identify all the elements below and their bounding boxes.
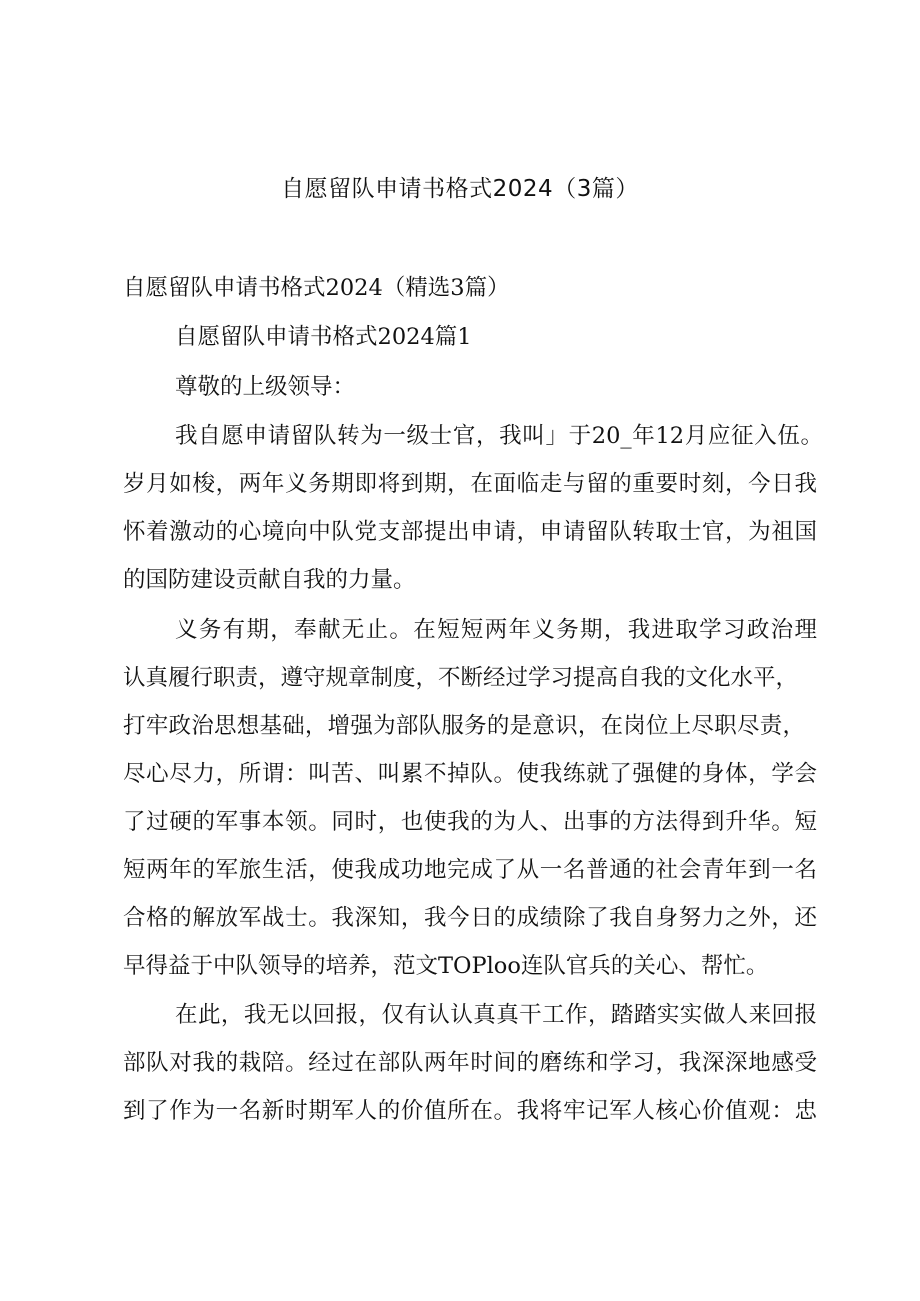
document-title: 自愿留队申请书格式2024（3篇）	[281, 176, 639, 202]
paragraph-line: 我自愿申请留队转为一级士官，我叫」于20_年12月应征入伍。	[175, 423, 823, 449]
paragraph-line: 的国防建设贡献自我的力量。	[123, 567, 416, 593]
paragraph-line: 短两年的军旅生活，使我成功地完成了从一名普通的社会青年到一名	[123, 857, 817, 883]
paragraph-line: 了过硬的军事本领。同时，也使我的为人、出事的方法得到升华。短	[123, 809, 817, 835]
subtitle-line: 自愿留队申请书格式2024（精选3篇）	[123, 275, 510, 301]
paragraph-line: 打牢政治思想基础，增强为部队服务的是意识，在岗位上尽职尽责，	[123, 713, 805, 739]
salutation: 尊敬的上级领导：	[175, 374, 356, 400]
paragraph-line: 合格的解放军战士。我深知，我今日的成绩除了我自身努力之外，还	[123, 905, 817, 931]
section-heading: 自愿留队申请书格式2024篇1	[175, 324, 472, 350]
paragraph-line: 义务有期，奉献无止。在短短两年义务期，我进取学习政治理	[175, 617, 817, 643]
paragraph-line: 岁月如梭，两年义务期即将到期，在面临走与留的重要时刻，今日我	[123, 471, 817, 497]
paragraph-line: 尽心尽力，所谓：叫苦、叫累不掉队。使我练就了强健的身体，学会	[123, 761, 817, 787]
paragraph-line: 到了作为一名新时期军人的价值所在。我将牢记军人核心价值观：忠	[123, 1098, 817, 1124]
paragraph-line: 认真履行职责，遵守规章制度，不断经过学习提高自我的文化水平，	[123, 665, 798, 691]
paragraph-line: 早得益于中队领导的培养，范文TOPloo连队官兵的关心、帮忙。	[123, 953, 769, 979]
paragraph-line: 怀着激动的心境向中队党支部提出申请，申请留队转取士官，为祖国	[123, 519, 817, 545]
paragraph-line: 在此，我无以回报，仅有认认真真干工作，踏踏实实做人来回报	[175, 1002, 817, 1028]
paragraph-line: 部队对我的栽陪。经过在部队两年时间的磨练和学习，我深深地感受	[123, 1050, 817, 1076]
